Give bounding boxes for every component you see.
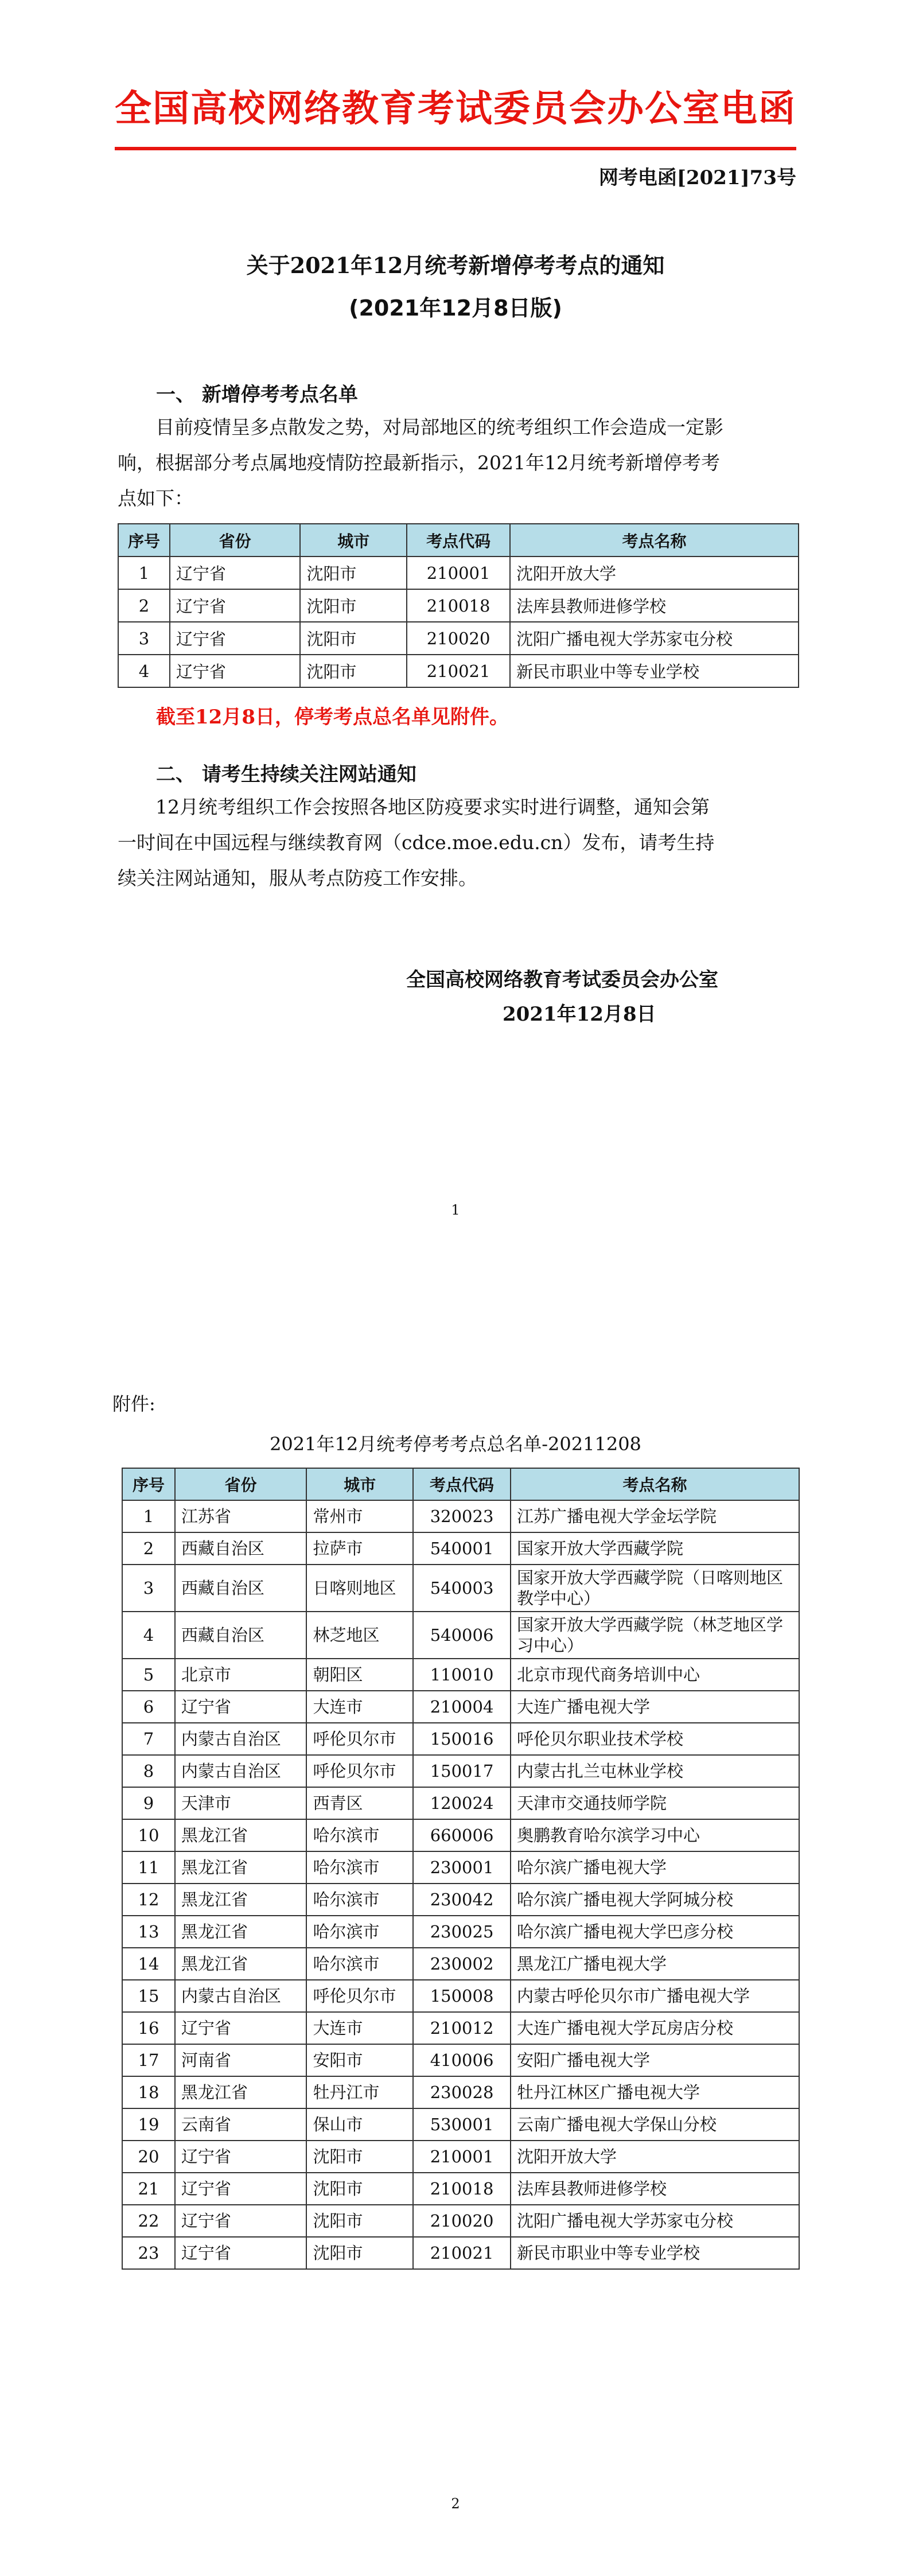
attachment-notice: 截至12月8日，停考考点总名单见附件。	[156, 706, 509, 729]
cell-province: 辽宁省	[170, 557, 301, 589]
table1-header-city: 城市	[300, 524, 407, 557]
cell-city: 哈尔滨市	[306, 1819, 413, 1851]
cell-city: 呼伦贝尔市	[306, 1723, 413, 1755]
table2-header-province: 省份	[175, 1468, 307, 1500]
table-row	[122, 1612, 799, 1659]
cell-city: 日喀则地区	[306, 1565, 413, 1612]
cell-index: 9	[122, 1787, 175, 1819]
signature-date: 2021年12月8日	[503, 1003, 656, 1026]
cell-city: 沈阳市	[300, 557, 407, 589]
cell-code: 210020	[413, 2205, 511, 2237]
attachment-label: 附件:	[112, 1393, 155, 1415]
table-row	[122, 1787, 799, 1819]
cell-city: 保山市	[306, 2108, 413, 2141]
cell-province: 北京市	[175, 1659, 307, 1691]
cell-province: 西藏自治区	[175, 1532, 307, 1565]
letterhead: 全国高校网络教育考试委员会办公室电函	[115, 87, 796, 130]
cell-city: 沈阳市	[300, 655, 407, 687]
attachment-title: 2021年12月统考停考考点总名单-20211208	[270, 1433, 641, 1455]
cell-province: 黑龙江省	[175, 1851, 307, 1884]
document-number: 网考电函[2021]73号	[598, 166, 796, 189]
cell-index: 18	[122, 2076, 175, 2108]
table-row	[122, 1819, 799, 1851]
cell-index: 4	[122, 1612, 175, 1659]
cell-name: 新民市职业中等专业学校	[510, 655, 799, 687]
new-suspended-sites-table	[118, 523, 799, 688]
cell-province: 黑龙江省	[175, 1916, 307, 1948]
cell-code: 210018	[407, 589, 510, 622]
cell-name: 哈尔滨广播电视大学巴彦分校	[511, 1916, 799, 1948]
table-row	[122, 2141, 799, 2173]
notice-title: 关于2021年12月统考新增停考考点的通知	[246, 252, 665, 278]
section1-body	[118, 410, 793, 516]
cell-code: 210021	[407, 655, 510, 687]
cell-code: 530001	[413, 2108, 511, 2141]
table1-header-code: 考点代码	[407, 524, 510, 557]
cell-code: 230002	[413, 1948, 511, 1980]
table1-header-index: 序号	[118, 524, 170, 557]
table2-header-name: 考点名称	[511, 1468, 799, 1500]
cell-index: 21	[122, 2173, 175, 2205]
cell-code: 110010	[413, 1659, 511, 1691]
cell-province: 辽宁省	[175, 2173, 307, 2205]
cell-code: 150016	[413, 1723, 511, 1755]
cell-province: 辽宁省	[175, 2237, 307, 2269]
cell-name: 呼伦贝尔职业技术学校	[511, 1723, 799, 1755]
cell-code: 230001	[413, 1851, 511, 1884]
cell-code: 210004	[413, 1691, 511, 1723]
cell-province: 内蒙古自治区	[175, 1755, 307, 1787]
cell-city: 安阳市	[306, 2044, 413, 2076]
cell-code: 230042	[413, 1884, 511, 1916]
cell-name: 北京市现代商务培训中心	[511, 1659, 799, 1691]
cell-name: 安阳广播电视大学	[511, 2044, 799, 2076]
cell-province: 黑龙江省	[175, 1948, 307, 1980]
cell-city: 哈尔滨市	[306, 1948, 413, 1980]
table-row	[118, 557, 799, 589]
cell-code: 210020	[407, 622, 510, 655]
cell-province: 辽宁省	[175, 2141, 307, 2173]
cell-index: 16	[122, 2012, 175, 2044]
cell-name: 哈尔滨广播电视大学阿城分校	[511, 1884, 799, 1916]
cell-city: 沈阳市	[300, 589, 407, 622]
section1-line-2: 响，根据部分考点属地疫情防控最新指示，2021年12月统考新增停考考	[118, 452, 720, 474]
table2-header-code: 考点代码	[413, 1468, 511, 1500]
cell-city: 拉萨市	[306, 1532, 413, 1565]
table-row	[122, 1532, 799, 1565]
section2-body	[118, 789, 793, 896]
cell-index: 2	[118, 589, 170, 622]
cell-name: 牡丹江林区广播电视大学	[511, 2076, 799, 2108]
cell-city: 牡丹江市	[306, 2076, 413, 2108]
section2-line-2: 一时间在中国远程与继续教育网（cdce.moe.edu.cn）发布，请考生持	[118, 831, 715, 854]
cell-index: 7	[122, 1723, 175, 1755]
table2-header-city: 城市	[306, 1468, 413, 1500]
notice-subtitle: (2021年12月8日版)	[349, 295, 562, 321]
section1-heading: 一、 新增停考考点名单	[156, 383, 358, 406]
cell-name: 天津市交通技师学院	[511, 1787, 799, 1819]
page-number-2: 2	[451, 2496, 460, 2512]
cell-province: 江苏省	[175, 1500, 307, 1532]
cell-code: 120024	[413, 1787, 511, 1819]
cell-name: 大连广播电视大学瓦房店分校	[511, 2012, 799, 2044]
cell-code: 210021	[413, 2237, 511, 2269]
cell-name: 奥鹏教育哈尔滨学习中心	[511, 1819, 799, 1851]
cell-index: 11	[122, 1851, 175, 1884]
cell-city: 哈尔滨市	[306, 1884, 413, 1916]
cell-city: 沈阳市	[300, 622, 407, 655]
section1-line-3: 点如下：	[118, 487, 193, 509]
cell-index: 14	[122, 1948, 175, 1980]
signature-org: 全国高校网络教育考试委员会办公室	[406, 968, 718, 991]
cell-province: 辽宁省	[170, 589, 301, 622]
section2-heading: 二、 请考生持续关注网站通知	[156, 763, 416, 786]
cell-city: 常州市	[306, 1500, 413, 1532]
table-row	[122, 2237, 799, 2269]
cell-code: 540003	[413, 1565, 511, 1612]
cell-province: 辽宁省	[175, 2205, 307, 2237]
cell-city: 沈阳市	[306, 2205, 413, 2237]
cell-name: 沈阳广播电视大学苏家屯分校	[511, 2205, 799, 2237]
cell-code: 230028	[413, 2076, 511, 2108]
cell-city: 沈阳市	[306, 2173, 413, 2205]
cell-city: 大连市	[306, 2012, 413, 2044]
table-row	[118, 589, 799, 622]
cell-province: 黑龙江省	[175, 2076, 307, 2108]
page-number-1: 1	[451, 1202, 460, 1218]
cell-index: 3	[122, 1565, 175, 1612]
cell-code: 410006	[413, 2044, 511, 2076]
cell-name: 沈阳开放大学	[511, 2141, 799, 2173]
cell-city: 大连市	[306, 1691, 413, 1723]
table-row	[122, 2205, 799, 2237]
cell-index: 19	[122, 2108, 175, 2141]
cell-index: 10	[122, 1819, 175, 1851]
letterhead-divider	[115, 147, 796, 150]
cell-name: 江苏广播电视大学金坛学院	[511, 1500, 799, 1532]
cell-name: 国家开放大学西藏学院（林芝地区学习中心）	[511, 1612, 799, 1659]
table-row	[122, 1659, 799, 1691]
cell-name: 内蒙古扎兰屯林业学校	[511, 1755, 799, 1787]
cell-name: 新民市职业中等专业学校	[511, 2237, 799, 2269]
cell-code: 210018	[413, 2173, 511, 2205]
cell-name: 沈阳广播电视大学苏家屯分校	[510, 622, 799, 655]
cell-city: 哈尔滨市	[306, 1916, 413, 1948]
section2-line-1: 12月统考组织工作会按照各地区防疫要求实时进行调整，通知会第	[155, 796, 710, 818]
cell-city: 哈尔滨市	[306, 1851, 413, 1884]
cell-code: 540006	[413, 1612, 511, 1659]
table-row	[122, 2076, 799, 2108]
table-row	[122, 2044, 799, 2076]
table-row	[122, 1723, 799, 1755]
cell-city: 林芝地区	[306, 1612, 413, 1659]
cell-city: 呼伦贝尔市	[306, 1980, 413, 2012]
cell-province: 内蒙古自治区	[175, 1723, 307, 1755]
cell-province: 辽宁省	[175, 2012, 307, 2044]
cell-index: 1	[118, 557, 170, 589]
cell-province: 西藏自治区	[175, 1612, 307, 1659]
cell-city: 朝阳区	[306, 1659, 413, 1691]
table-row	[122, 2173, 799, 2205]
cell-city: 沈阳市	[306, 2141, 413, 2173]
cell-province: 辽宁省	[175, 1691, 307, 1723]
table-row	[122, 1884, 799, 1916]
cell-code: 230025	[413, 1916, 511, 1948]
cell-index: 4	[118, 655, 170, 687]
cell-index: 20	[122, 2141, 175, 2173]
cell-name: 法库县教师进修学校	[510, 589, 799, 622]
table-row	[118, 655, 799, 687]
cell-index: 22	[122, 2205, 175, 2237]
table-row	[122, 2012, 799, 2044]
cell-name: 沈阳开放大学	[510, 557, 799, 589]
cell-index: 23	[122, 2237, 175, 2269]
table-row	[122, 1916, 799, 1948]
cell-name: 云南广播电视大学保山分校	[511, 2108, 799, 2141]
table-row	[122, 1691, 799, 1723]
cell-name: 国家开放大学西藏学院（日喀则地区教学中心）	[511, 1565, 799, 1612]
cell-province: 云南省	[175, 2108, 307, 2141]
table-row	[122, 1565, 799, 1612]
table-row	[122, 2108, 799, 2141]
cell-city: 呼伦贝尔市	[306, 1755, 413, 1787]
cell-province: 天津市	[175, 1787, 307, 1819]
cell-name: 哈尔滨广播电视大学	[511, 1851, 799, 1884]
section1-line-1: 目前疫情呈多点散发之势，对局部地区的统考组织工作会造成一定影	[155, 416, 723, 438]
cell-index: 8	[122, 1755, 175, 1787]
all-suspended-sites-table	[122, 1468, 800, 2270]
table2-header-index: 序号	[122, 1468, 175, 1500]
cell-province: 黑龙江省	[175, 1819, 307, 1851]
table-row	[118, 622, 799, 655]
section2-line-3: 续关注网站通知，服从考点防疫工作安排。	[118, 867, 477, 889]
cell-province: 辽宁省	[170, 622, 301, 655]
cell-code: 210001	[413, 2141, 511, 2173]
table-row	[122, 1500, 799, 1532]
table-row	[122, 1980, 799, 2012]
cell-index: 3	[118, 622, 170, 655]
table-row	[122, 1851, 799, 1884]
cell-code: 210012	[413, 2012, 511, 2044]
cell-code: 150017	[413, 1755, 511, 1787]
cell-name: 内蒙古呼伦贝尔市广播电视大学	[511, 1980, 799, 2012]
cell-index: 13	[122, 1916, 175, 1948]
cell-province: 河南省	[175, 2044, 307, 2076]
cell-city: 沈阳市	[306, 2237, 413, 2269]
cell-code: 210001	[407, 557, 510, 589]
table-row	[122, 1948, 799, 1980]
cell-code: 150008	[413, 1980, 511, 2012]
cell-code: 320023	[413, 1500, 511, 1532]
table1-header-province: 省份	[170, 524, 301, 557]
cell-name: 法库县教师进修学校	[511, 2173, 799, 2205]
cell-index: 17	[122, 2044, 175, 2076]
table-row	[122, 1755, 799, 1787]
cell-province: 西藏自治区	[175, 1565, 307, 1612]
cell-name: 黑龙江广播电视大学	[511, 1948, 799, 1980]
cell-name: 国家开放大学西藏学院	[511, 1532, 799, 1565]
cell-province: 内蒙古自治区	[175, 1980, 307, 2012]
cell-index: 12	[122, 1884, 175, 1916]
cell-index: 6	[122, 1691, 175, 1723]
cell-index: 5	[122, 1659, 175, 1691]
cell-province: 黑龙江省	[175, 1884, 307, 1916]
cell-province: 辽宁省	[170, 655, 301, 687]
table1-header-name: 考点名称	[510, 524, 799, 557]
cell-code: 540001	[413, 1532, 511, 1565]
cell-index: 1	[122, 1500, 175, 1532]
cell-city: 西青区	[306, 1787, 413, 1819]
cell-code: 660006	[413, 1819, 511, 1851]
cell-index: 15	[122, 1980, 175, 2012]
cell-index: 2	[122, 1532, 175, 1565]
cell-name: 大连广播电视大学	[511, 1691, 799, 1723]
